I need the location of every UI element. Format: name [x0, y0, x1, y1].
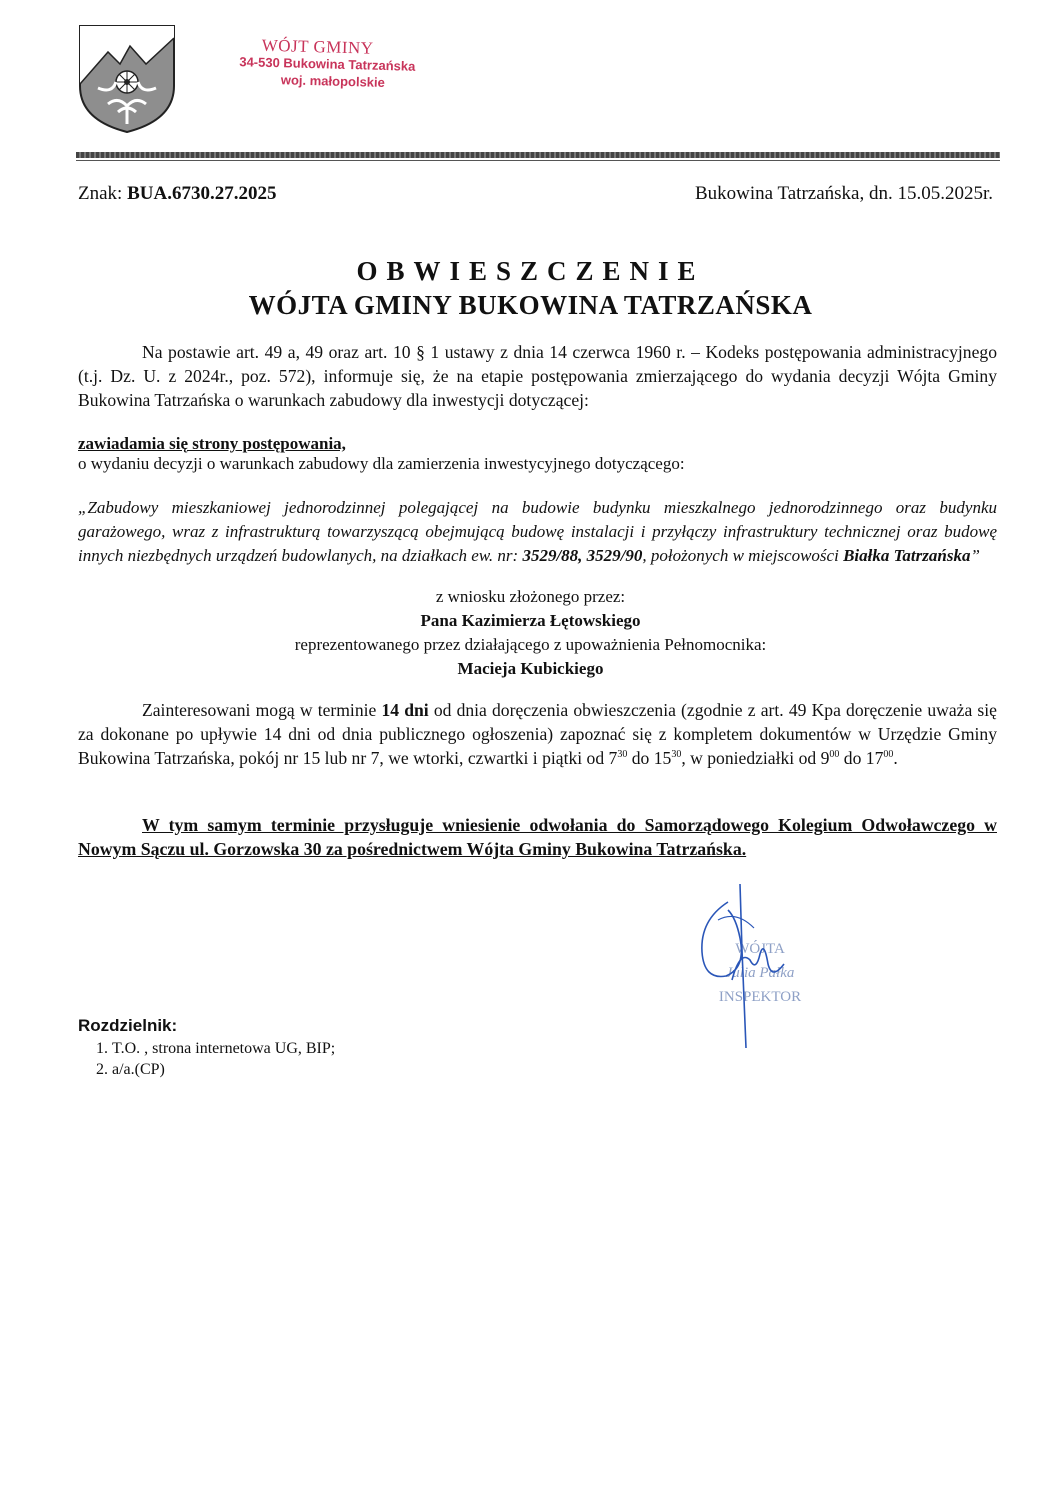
signature-stamp-line-1: WÓJTA	[735, 941, 785, 957]
signature-stamp-line-3: INSPEKTOR	[718, 989, 802, 1005]
notification-block	[78, 434, 685, 474]
applicant-block	[0, 585, 1061, 681]
handwritten-signature	[680, 880, 850, 1050]
header-divider	[76, 152, 1000, 158]
reference-label: Znak:	[78, 183, 128, 204]
p2-text-1: Zainteresowani mogą w terminie	[142, 700, 382, 720]
plot-numbers: 3529/88, 3529/90	[522, 546, 643, 565]
p2-text-3: do 15	[627, 748, 672, 768]
reference-value: BUA.6730.27.2025	[127, 183, 277, 204]
place-and-date: Bukowina Tatrzańska, dn. 15.05.2025r.	[694, 183, 993, 204]
p2-text-5: do 17	[839, 748, 884, 768]
coat-of-arms-icon	[78, 24, 176, 134]
applicant-intro: z wniosku złożonego przez:	[435, 587, 626, 606]
document-title: OBWIESZCZENIE	[356, 256, 705, 286]
inspection-paragraph	[78, 698, 997, 770]
time-sup-1: 30	[617, 749, 628, 761]
legal-basis-paragraph: Na postawie art. 49 a, 49 oraz art. 10 § 1 ustawy z dnia 14 czerwca 1960 r. – Kodeks postępowania administracyjnego (t.j. Dz. U. z 2024r., poz. 572), informuje się, że na etapie postępowania zmierzającego do wydania decyzji Wójta Gminy Bukowina Tatrzańska o warunkach zabudowy dla inwestycji dotyczącej:	[78, 342, 997, 410]
stamp-line-2: 34-530 Bukowina Tatrzańska	[239, 54, 416, 74]
quote-text-middle: , położonych w miejscowości	[642, 546, 844, 565]
p2-text-4: , w poniedziałki od 9	[681, 748, 830, 768]
document-subtitle: WÓJTA GMINY BUKOWINA TATRZAŃSKA	[248, 290, 813, 320]
stamp-line-1: WÓJT GMINY	[261, 35, 374, 58]
time-sup-2: 30	[671, 749, 682, 761]
header-divider-thin	[76, 160, 1000, 161]
notification-line: o wydaniu decyzji o warunkach zabudowy dla zamierzenia inwestycyjnego dotyczącego:	[78, 454, 685, 473]
office-stamp	[233, 36, 416, 92]
appeal-paragraph: W tym samym terminie przysługuje wniesienie odwołania do Samorządowego Kolegium Odwoławczego w Nowym Sączu ul. Gorzowska 30 za pośrednictwem Wójta Gminy Bukowina Tatrzańska.	[78, 815, 997, 859]
distribution-heading: Rozdzielnik:	[78, 1016, 178, 1035]
distribution-list	[78, 1016, 335, 1080]
deadline-days: 14 dni	[381, 700, 429, 720]
p2-text-2: od dnia doręczenia obwieszczenia (zgodnie z art. 49 Kpa doręczenie uważa się za dokonane po upływie 14 dni od dnia publicznego ogłoszenia) zapoznać się z kompletem dokumentów w Urzędzie Gminy Bukowina Tatrzańska, pokój nr 15 lub nr 7, we wtorki, czwartki i piątki od 7	[78, 700, 997, 768]
investment-description	[78, 496, 997, 568]
notification-heading: zawiadamia się strony postępowania,	[78, 434, 346, 453]
quote-close: ”	[970, 546, 980, 565]
reference-number	[78, 183, 276, 205]
stamp-line-3: woj. małopolskie	[280, 72, 386, 90]
representation-line: reprezentowanego przez działającego z upoważnienia Pełnomocnika:	[294, 635, 767, 654]
applicant-name: Pana Kazimierza Łętowskiego	[420, 611, 641, 630]
time-sup-3: 00	[829, 749, 840, 761]
attorney-name: Macieja Kubickiego	[457, 659, 604, 678]
p2-text-6: .	[893, 748, 898, 768]
locality: Białka Tatrzańska	[843, 546, 971, 565]
time-sup-4: 00	[883, 749, 894, 761]
distribution-item: 2. a/a.(CP)	[112, 1059, 335, 1080]
quote-text: „Zabudowy mieszkaniowej jednorodzinnej polegającej na budowie budynku mieszkalnego jednorodzinnego oraz budynku garażowego, wraz z infrastrukturą towarzyszącą obejmującą budowę instalacji i przyłączy infrastruktury technicznej oraz budowę innych niezbędnych urządzeń budowlanych, na działkach ew. nr:	[78, 498, 997, 565]
signature-stamp-line-2: Julia Pałka	[725, 965, 795, 981]
distribution-item: 1. T.O. , strona internetowa UG, BIP;	[112, 1038, 335, 1059]
